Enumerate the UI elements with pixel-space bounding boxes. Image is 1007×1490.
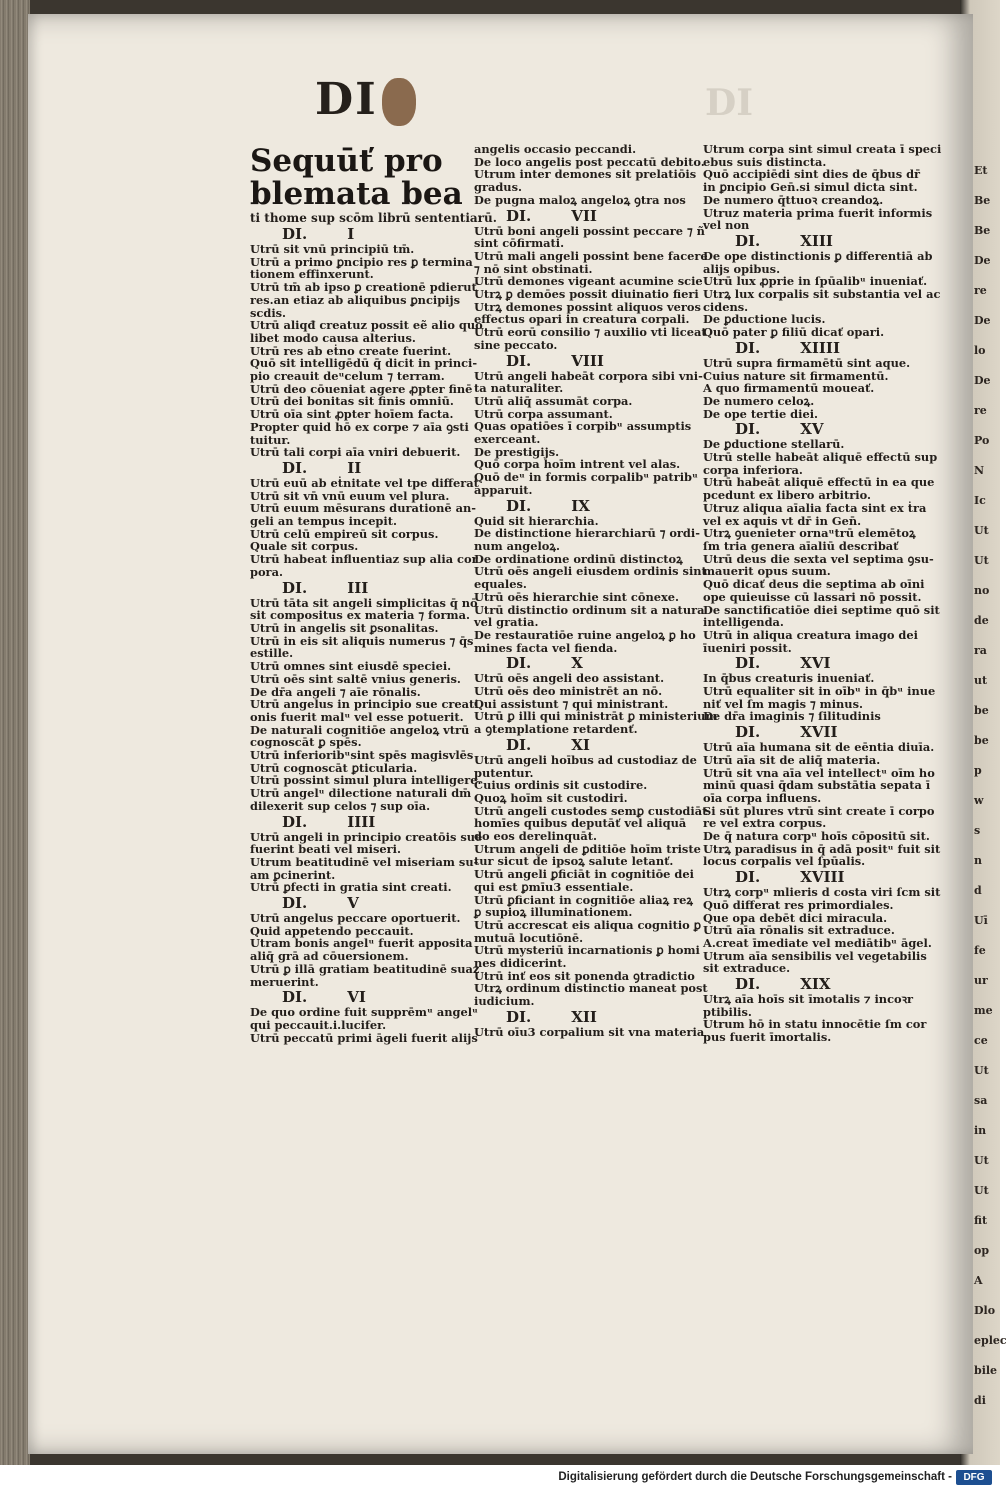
next-page-fragment: op bbox=[974, 1244, 990, 1257]
distinction-number: VI bbox=[347, 988, 366, 1007]
distinction-heading bbox=[703, 420, 935, 438]
question-line: Utrum corpa sint simul creata ī speci bbox=[703, 142, 942, 156]
next-page-fragment: Ut bbox=[974, 554, 989, 567]
question-line: ebus suis distincta. bbox=[703, 154, 827, 169]
question-line: effectus opari in creatura corpali. bbox=[474, 312, 690, 327]
distinction-number: I bbox=[347, 225, 355, 243]
question-line: Utrꝝ aīa hoīs sit īmotalis ⁊ incoꝛr bbox=[703, 992, 914, 1007]
question-line: Quō sit intelligēdū q̄ dicit in princi- bbox=[250, 356, 478, 371]
distinction-number: X bbox=[571, 654, 583, 673]
question-line: oīa corpa influens. bbox=[703, 790, 822, 805]
next-page-fragment: w bbox=[974, 794, 984, 807]
question-line: Utrū equaliter sit in oībᵘ in q̄bᵘ inue bbox=[703, 684, 936, 699]
distinction-number: II bbox=[347, 458, 362, 477]
question-line: Utrū oēs sint saltē vnius generis. bbox=[250, 671, 461, 686]
next-page-fragment: eplec bbox=[974, 1334, 1007, 1347]
question-line: re vel extra corpus. bbox=[703, 816, 827, 831]
question-line: Utrū aliq̄ assumāt corpa. bbox=[474, 393, 633, 408]
question-line: apparuit. bbox=[474, 482, 533, 497]
question-line: Utrū possint simul plura intelligere. bbox=[250, 773, 482, 788]
question-line: De sanctificatiōe diei septime quō sit bbox=[703, 602, 940, 617]
distinction-number: III bbox=[347, 578, 369, 597]
question-line: Utrū angeli in principio creatōis sue bbox=[250, 829, 483, 844]
question-line: mutuā locutiōnē. bbox=[474, 930, 584, 945]
question-line: Utrū aliqđ creatuz possit eẽ alio quo bbox=[250, 318, 483, 333]
question-line: Utrū angelus in principio sue creati bbox=[250, 697, 479, 712]
question-line: Utrū stelle habeāt aliquē effectū sup bbox=[703, 450, 938, 465]
question-line: De loco angelis post peccatū debito. bbox=[474, 154, 705, 169]
next-page-fragment: fe bbox=[974, 944, 986, 957]
question-line: Utrum aīa sensibilis vel vegetabilis bbox=[703, 948, 927, 963]
question-line: iudicium. bbox=[474, 994, 535, 1009]
next-page-fragment: no bbox=[974, 584, 990, 597]
ink-stain bbox=[382, 78, 416, 126]
question-line: gradus. bbox=[474, 180, 522, 195]
question-line: De quo ordine fuit supprēmᵘ angelᵘ bbox=[250, 1005, 478, 1020]
question-line: Quō dicať deus die septima ab oīni bbox=[703, 577, 925, 592]
question-line: intelligenda. bbox=[703, 615, 784, 630]
question-line: vel gratia. bbox=[474, 615, 539, 630]
question-line: Utrū deo cōueniat agere ꝓpter finē bbox=[250, 381, 473, 396]
question-line: Utrū habeāt aliquē effectū in ea que bbox=[703, 475, 935, 490]
question-line: ope quieuisse cū lassari nō possit. bbox=[703, 589, 922, 604]
distinction-heading bbox=[250, 813, 470, 831]
question-line: Utrꝝ lux corpalis sit substantia vel ac bbox=[703, 287, 941, 302]
question-line: Quoꝝ hoīm sit custodiri. bbox=[474, 790, 628, 805]
distinction-label: DI. bbox=[506, 351, 532, 370]
distinction-heading bbox=[474, 497, 696, 515]
question-line: Utrū angeli ꝑficiāt in cognitiōe dei bbox=[474, 867, 694, 882]
next-page-fragment: s bbox=[974, 824, 981, 837]
question-line: Utrū corpa assumant. bbox=[474, 406, 613, 421]
question-line: Utrū euū ab eṫnitate vel tpe differat bbox=[250, 475, 479, 490]
question-line: Utrꝝ ꝯuenieter ornaᵘtrū elemētoꝝ bbox=[703, 526, 916, 541]
distinction-label: DI. bbox=[735, 975, 761, 994]
distinction-heading bbox=[474, 736, 696, 754]
question-line: geli an tempus incepit. bbox=[250, 514, 397, 529]
question-line: exerceant. bbox=[474, 432, 541, 447]
question-line: Utrū demones vigeant acumine scie bbox=[474, 274, 703, 289]
question-line: a ꝯtemplatione retardenť. bbox=[474, 722, 638, 737]
distinction-number: V bbox=[347, 894, 359, 913]
fore-edge bbox=[0, 0, 30, 1465]
next-page-fragment: Dlo bbox=[974, 1304, 996, 1317]
question-line: Utrū ꝑficiant in cognitiōe aliaꝝ reꝝ bbox=[474, 892, 693, 907]
distinction-number: IIII bbox=[347, 812, 376, 831]
question-line: De ope tertie diei. bbox=[703, 406, 819, 421]
question-line: Utrꝝ corpᵘ mlieris d costa viri ſcm sit bbox=[703, 885, 941, 900]
distinction-number: XVII bbox=[800, 723, 838, 742]
next-page-fragment: Ut bbox=[974, 524, 989, 537]
dfg-logo: DFG bbox=[956, 1470, 992, 1485]
running-head-left bbox=[315, 74, 420, 126]
distinction-heading bbox=[703, 975, 935, 993]
next-page-fragment: d bbox=[974, 884, 982, 897]
question-line: sit extraduce. bbox=[703, 961, 791, 976]
question-line: ꝑ supioꝝ illuminationem. bbox=[474, 905, 633, 920]
next-page-fragment: Et bbox=[974, 164, 988, 177]
question-line: sine peccato. bbox=[474, 337, 558, 352]
question-line: Utrꝝ paradisus in q̄ adā positᵘ fuit sit bbox=[703, 841, 941, 856]
question-line: Utrū tali corpi aīa vniri debuerit. bbox=[250, 445, 461, 460]
question-line: estille. bbox=[250, 646, 294, 661]
distinction-label: DI. bbox=[506, 735, 532, 754]
distinction-heading bbox=[703, 339, 935, 357]
distinction-heading bbox=[474, 207, 696, 225]
column-1-entries bbox=[250, 225, 483, 1045]
question-line: In q̄bus creaturis inueniať. bbox=[703, 671, 875, 686]
column-2 bbox=[474, 142, 718, 1039]
next-page-fragment: di bbox=[974, 1394, 986, 1407]
question-line: pora. bbox=[250, 564, 283, 579]
question-line: De q̄ natura corpᵘ hoīs cōpositū sit. bbox=[703, 829, 930, 844]
question-line: Utruz aliqua aīalia facta sint ex ṫra bbox=[703, 500, 927, 515]
question-line: angelis occasio peccandi. bbox=[474, 142, 637, 156]
question-line: niť vel ſm magis ⁊ minus. bbox=[703, 696, 863, 711]
question-line: Quō accipiēdi sint dies de q̄bus dr̄ bbox=[703, 167, 921, 182]
question-line: Utrū in aliqua creatura imago dei bbox=[703, 627, 918, 642]
question-line: vel non bbox=[703, 218, 750, 233]
question-line: tionem effinxerunt. bbox=[250, 267, 374, 282]
question-line: Quale sit corpus. bbox=[250, 539, 359, 554]
question-line: De numero celoꝝ. bbox=[703, 393, 815, 408]
question-line: Utrū tāta sit angeli simplicitas q̄ nō bbox=[250, 595, 478, 610]
question-line: De restauratiōe ruine angeloꝝ ꝑ ho bbox=[474, 627, 696, 642]
next-page-fragment: Ut bbox=[974, 1184, 989, 1197]
question-line: Utrū inť eos sit ponenda ꝯtradictio bbox=[474, 968, 695, 983]
running-head-left-text: DI bbox=[315, 74, 378, 125]
title-line-2: blemata bea bbox=[250, 176, 463, 212]
question-line: De ope distinctionis ꝑ differentiā ab bbox=[703, 248, 933, 263]
distinction-number: XVI bbox=[800, 654, 831, 673]
question-line: ſm tria genera aīaliū describať bbox=[703, 538, 899, 553]
question-line: Utrꝝ ordinum distinctio maneat post bbox=[474, 981, 708, 996]
question-line: mines facta vel fienda. bbox=[474, 640, 618, 655]
distinction-label: DI. bbox=[735, 231, 761, 250]
question-line: Utrū oēs deo ministrēt an nō. bbox=[474, 684, 663, 699]
question-line: Utrū dei bonitas sit finis omniū. bbox=[250, 394, 454, 409]
question-line: Utrū boni angeli possint peccare ⁊ ñ bbox=[474, 223, 705, 238]
funding-note: Digitalisierung gefördert durch die Deutsche Forschungsgemeinschaft - bbox=[558, 1471, 952, 1483]
distinction-label: DI. bbox=[735, 420, 761, 439]
question-line: Utrum inter demones sit prelatiōis bbox=[474, 167, 697, 182]
question-line: pcedunt ex libero arbitrio. bbox=[703, 488, 871, 503]
question-line: De ꝑductione stellarū. bbox=[703, 437, 845, 452]
distinction-heading bbox=[703, 868, 935, 886]
question-line: fuerint beati vel miseri. bbox=[250, 842, 401, 857]
question-line: Quas opatiōes ī corpibᵘ assumptis bbox=[474, 419, 692, 434]
distinction-number: XV bbox=[800, 420, 824, 439]
question-line: Utrū sit vna aīa vel intellectᵘ oīm ho bbox=[703, 765, 935, 780]
distinction-heading bbox=[250, 579, 470, 597]
distinction-number: VII bbox=[571, 206, 597, 225]
question-line: Que opa debēt dici miracula. bbox=[703, 910, 888, 925]
question-line: Quid sit hierarchia. bbox=[474, 513, 599, 528]
question-line: Utrū cognoscāt ꝑticularia. bbox=[250, 760, 418, 775]
distinction-heading bbox=[250, 894, 470, 912]
distinction-label: DI. bbox=[282, 458, 308, 477]
next-page-fragment: Ut bbox=[974, 1064, 989, 1077]
question-line: Utrū sit vnū principiū tm̄. bbox=[250, 242, 415, 256]
question-line: aliq̄ grā ad cōuersionem. bbox=[250, 949, 409, 964]
next-page-fragment: De bbox=[974, 374, 991, 387]
question-line: Utrū in eis sit aliquis numerus ⁊ q̄s bbox=[250, 633, 474, 648]
next-page-fragment: re bbox=[974, 404, 987, 417]
distinction-heading bbox=[474, 1008, 696, 1026]
question-line: Utrū peccatū primi āgeli fuerit alijs bbox=[250, 1030, 478, 1045]
distinction-number: XII bbox=[571, 1007, 597, 1026]
question-line: Utrū angelus peccare oportuerit. bbox=[250, 911, 461, 926]
question-line: equales. bbox=[474, 577, 527, 592]
question-line: do eos derelinquāt. bbox=[474, 829, 597, 844]
question-line: Utrū deus die sexta vel septima ꝯsu- bbox=[703, 551, 934, 566]
next-page-fragment: me bbox=[974, 1004, 993, 1017]
question-line: dilexerit sup celos ⁊ sup oīa. bbox=[250, 798, 431, 813]
question-line: Qui assistunt ⁊ qui ministrant. bbox=[474, 696, 669, 711]
question-line: qui est ꝑmīu3 essentiale. bbox=[474, 879, 634, 894]
question-line: res.an etiaz ab aliquibus ꝑncipijs bbox=[250, 292, 461, 307]
question-line: Utrū a primo ꝑncipio res ꝑ termina bbox=[250, 254, 473, 269]
question-line: meruerint. bbox=[250, 974, 319, 989]
distinction-heading bbox=[250, 459, 470, 477]
question-line: Utrū eorū consilio ⁊ auxilio vti liceat bbox=[474, 325, 707, 340]
next-page-fragment: sa bbox=[974, 1094, 988, 1107]
question-line: minū quasi q̄dam substātia sepata ī bbox=[703, 778, 931, 793]
next-page-fragment: ut bbox=[974, 674, 988, 687]
question-line: Utrū mysteriū incarnationis ꝑ homi bbox=[474, 943, 700, 958]
question-line: De prestigijs. bbox=[474, 444, 560, 459]
question-line: tur sicut de ipsoꝝ salute letanť. bbox=[474, 854, 674, 869]
title-line-3: ti thome sup scōm librū sententiarū. bbox=[250, 211, 497, 225]
next-page-fragment: p bbox=[974, 764, 982, 777]
question-line: Cuius nature sit firmamentū. bbox=[703, 368, 889, 383]
question-line: Cuius ordinis sit custodire. bbox=[474, 778, 648, 793]
column-1 bbox=[250, 143, 497, 1045]
next-page-fragment: A bbox=[974, 1274, 983, 1287]
question-line: Utrū angeli hoībus ad custodiaz de bbox=[474, 752, 697, 767]
question-line: cidens. bbox=[703, 299, 749, 314]
next-page-fragment: De bbox=[974, 314, 991, 327]
distinction-heading bbox=[703, 654, 935, 672]
question-line: Utrū distinctio ordinum sit a natura bbox=[474, 602, 705, 617]
question-line: Utrū inferioribᵘsint spēs magisvlēs bbox=[250, 748, 474, 763]
question-line: Utrū mali angeli possint bene facere bbox=[474, 248, 708, 263]
question-line: Utrū aīa humana sit de eēntia diuīa. bbox=[703, 740, 935, 755]
distinction-label: DI. bbox=[282, 812, 308, 831]
distinction-heading bbox=[250, 225, 470, 243]
question-line: Utrū habeat influentiaz sup alia cor bbox=[250, 552, 478, 567]
question-line: De distinctione hierarchiarū ⁊ ordi- bbox=[474, 526, 700, 541]
question-line: ⁊ nō sint obstinati. bbox=[474, 261, 593, 276]
question-line: De pugna maloꝝ angeloꝝ ꝯtra nos bbox=[474, 192, 686, 207]
question-line: Utrū accrescat eis aliqua cognitio ꝑ bbox=[474, 917, 701, 932]
next-page-fragment: fit bbox=[974, 1214, 988, 1227]
next-page-fragment: be bbox=[974, 734, 989, 747]
next-page-fragment: ur bbox=[974, 974, 988, 987]
distinction-label: DI. bbox=[282, 988, 308, 1007]
next-page-fragment: bile bbox=[974, 1364, 998, 1377]
question-line: ptibilis. bbox=[703, 1004, 752, 1019]
question-line: īueniri possit. bbox=[703, 640, 792, 655]
distinction-number: XIX bbox=[800, 975, 831, 994]
question-line: Utrū sit vn̄ vnū euum vel plura. bbox=[250, 488, 450, 503]
question-line: De dr̄a angeli ⁊ aīe rōnalis. bbox=[250, 684, 421, 699]
question-line: Utrū oēs angeli deo assistant. bbox=[474, 671, 665, 686]
question-line: putentur. bbox=[474, 765, 534, 780]
next-page-fragment: n bbox=[974, 854, 982, 867]
question-line: Utrū ꝑ illā gratiam beatitudinē suaz bbox=[250, 961, 480, 976]
distinction-heading bbox=[250, 988, 470, 1006]
question-line: Utrū in angelis sit ꝑsonalitas. bbox=[250, 620, 439, 635]
distinction-number: XI bbox=[571, 735, 590, 754]
question-line: A quo firmamentū moueať. bbox=[703, 381, 875, 396]
question-line: A.creat īmediate vel mediātibᵘ āgel. bbox=[703, 935, 932, 950]
question-line: Utrū angeli custodes semꝑ custodiāt bbox=[474, 803, 708, 818]
question-line: cognoscāt ꝑ spēs. bbox=[250, 735, 362, 750]
question-line: alijs opibus. bbox=[703, 261, 781, 276]
question-line: Utrū ꝑfecti in gratia sint creati. bbox=[250, 880, 452, 895]
question-line: qui peccauit.i.lucifer. bbox=[250, 1017, 387, 1032]
distinction-heading bbox=[474, 352, 696, 370]
question-line: pus fuerit īmortalis. bbox=[703, 1030, 832, 1045]
question-line: num angeloꝝ. bbox=[474, 538, 560, 553]
next-page-fragment: re bbox=[974, 284, 987, 297]
question-line: onis fuerit malᵘ vel esse potuerit. bbox=[250, 709, 464, 724]
question-line: Quō differat res primordiales. bbox=[703, 897, 894, 912]
next-page-fragment: Uī bbox=[974, 914, 988, 927]
distinction-number: IX bbox=[571, 496, 590, 515]
next-page-fragment: Ut bbox=[974, 1154, 989, 1167]
distinction-label: DI. bbox=[506, 496, 532, 515]
next-page-fragment: ra bbox=[974, 644, 987, 657]
next-page-fragment: Po bbox=[974, 434, 990, 447]
question-line: Utrum beatitudinē vel miseriam su- bbox=[250, 854, 479, 869]
distinction-label: DI. bbox=[735, 868, 761, 887]
next-page-fragment: De bbox=[974, 254, 991, 267]
distinction-heading bbox=[703, 232, 935, 250]
question-line: Utrū lux ꝓprie in ſpūalibᵘ inueniať. bbox=[703, 274, 928, 289]
question-line: De naturali cognitiōe angeloꝝ vtrū bbox=[250, 722, 470, 737]
footer-bar bbox=[0, 1465, 1000, 1490]
question-line: Utrū euum mēsurans durationē an- bbox=[250, 501, 477, 516]
question-line: Utram bonis angelᵘ fuerit apposita bbox=[250, 936, 473, 951]
question-line: Utrū oīu3 corpalium sit vna materia bbox=[474, 1024, 705, 1039]
question-line: nes didicerint. bbox=[474, 956, 567, 971]
distinction-label: DI. bbox=[282, 578, 308, 597]
next-page-fragment: Ic bbox=[974, 494, 986, 507]
next-page-fragment: lo bbox=[974, 344, 986, 357]
column-3 bbox=[703, 142, 942, 1045]
question-line: locus corpalis vel ſpūalis. bbox=[703, 854, 866, 869]
question-line: scdis. bbox=[250, 305, 287, 320]
question-line: am ꝑcinerint. bbox=[250, 867, 336, 882]
question-line: Quid appetendo peccauit. bbox=[250, 923, 414, 938]
next-page-fragment: in bbox=[974, 1124, 987, 1137]
question-line: Utrum hō in statu innocētie ſm cor bbox=[703, 1017, 927, 1032]
distinction-number: XIII bbox=[800, 231, 833, 250]
question-line: homīes quibus deputāť vel aliquā bbox=[474, 816, 687, 831]
distinction-label: DI. bbox=[506, 1007, 532, 1026]
question-line: Utrū tm̄ ab ipso ꝑ creationē pdieruť bbox=[250, 280, 477, 295]
question-line: Utrꝝ ꝑ demōes possit diuinatio fieri bbox=[474, 287, 699, 302]
title-line-1: Sequūť pro bbox=[250, 143, 443, 179]
distinction-label: DI. bbox=[282, 225, 308, 243]
question-line: Utrū aīa sit de aliq̄ materia. bbox=[703, 752, 881, 767]
distinction-heading bbox=[474, 654, 696, 672]
next-page-fragment: Be bbox=[974, 194, 991, 207]
question-line: Utrū omnes sint eiusdē speciei. bbox=[250, 659, 452, 674]
question-line: libet modo causa alterius. bbox=[250, 330, 416, 345]
question-line: vel ex aquis vt dr̄ in Gen̄. bbox=[703, 513, 862, 528]
question-line: sit compositus ex materia ⁊ forma. bbox=[250, 608, 470, 623]
question-line: Propter quid hō ex corpe ⁊ aīa ꝯsti bbox=[250, 419, 469, 434]
question-line: Utrum angeli de ꝑditiōe hoīm triste bbox=[474, 841, 701, 856]
distinction-label: DI. bbox=[282, 894, 308, 913]
question-line: Quō deᵘ in formis corpalibᵘ patribᵘ bbox=[474, 470, 698, 485]
question-line: ta naturaliter. bbox=[474, 381, 564, 396]
next-page-fragment: N bbox=[974, 464, 985, 477]
question-line: Si sūt plures vtrū sint create ī corpo bbox=[703, 803, 935, 818]
question-line: Quō corpa hoīm intrent vel alas. bbox=[474, 457, 681, 472]
question-line: Quō pater ꝑ filiū dicať opari. bbox=[703, 325, 885, 340]
question-line: Utrū ꝑ illi qui ministrāt ꝑ ministerium bbox=[474, 709, 718, 724]
bleed-through-heading bbox=[485, 85, 498, 121]
question-line: mauerit opus suum. bbox=[703, 564, 831, 579]
question-line: De ordinatione ordinū distinctoꝝ bbox=[474, 551, 683, 566]
distinction-label: DI. bbox=[735, 338, 761, 357]
question-line: Utrū angelᵘ dilectione naturali dm̄ bbox=[250, 786, 472, 801]
question-line: De ꝑductione lucis. bbox=[703, 312, 826, 327]
question-line: De numero q̄ttuoꝛ creandoꝝ. bbox=[703, 192, 884, 207]
next-page-fragment: Be bbox=[974, 224, 991, 237]
question-line: Utrū oēs hierarchie sint cōnexe. bbox=[474, 589, 679, 604]
question-line: De dr̄a imaginis ⁊ ſilitudinis bbox=[703, 709, 881, 724]
question-line: pio creauit deᵘcelum ⁊ terram. bbox=[250, 369, 445, 384]
question-line: sint cōfirmati. bbox=[474, 236, 565, 251]
distinction-number: XIIII bbox=[800, 338, 840, 357]
running-head-right: DI bbox=[705, 82, 754, 124]
next-page-fragment: be bbox=[974, 704, 989, 717]
question-line: in ꝑncipio Gen̄.si simul dicta sint. bbox=[703, 180, 918, 195]
next-page-fragment: de bbox=[974, 614, 989, 627]
question-line: Utrꝝ demones possint aliquos veros bbox=[474, 299, 701, 314]
question-line: corpa inferiora. bbox=[703, 462, 803, 477]
distinction-label: DI. bbox=[735, 723, 761, 742]
question-line: tuitur. bbox=[250, 432, 291, 447]
question-line: Utrū res ab eṫno create fuerint. bbox=[250, 343, 452, 358]
question-line: Utrū aīa rōnalis sit extraduce. bbox=[703, 923, 895, 938]
distinction-heading bbox=[703, 723, 935, 741]
question-line: Utrū supra firmamētū sint aque. bbox=[703, 355, 911, 370]
question-line: Utrū oīa sint ꝓpter hoīem facta. bbox=[250, 407, 454, 422]
distinction-number: VIII bbox=[571, 351, 604, 370]
next-page-fragment: ce bbox=[974, 1034, 988, 1047]
question-line: Utrū celū empireū sit corpus. bbox=[250, 526, 439, 541]
question-line: Utrū oēs angeli eiusdem ordinis sint bbox=[474, 564, 707, 579]
distinction-label: DI. bbox=[506, 206, 532, 225]
distinction-label: DI. bbox=[506, 654, 532, 673]
distinction-number: XVIII bbox=[800, 868, 845, 887]
distinction-label: DI. bbox=[735, 654, 761, 673]
question-line: Utrū angeli habeāt corpora sibi vni- bbox=[474, 368, 703, 383]
question-line: Utruz materia prima fuerit informis bbox=[703, 205, 933, 220]
